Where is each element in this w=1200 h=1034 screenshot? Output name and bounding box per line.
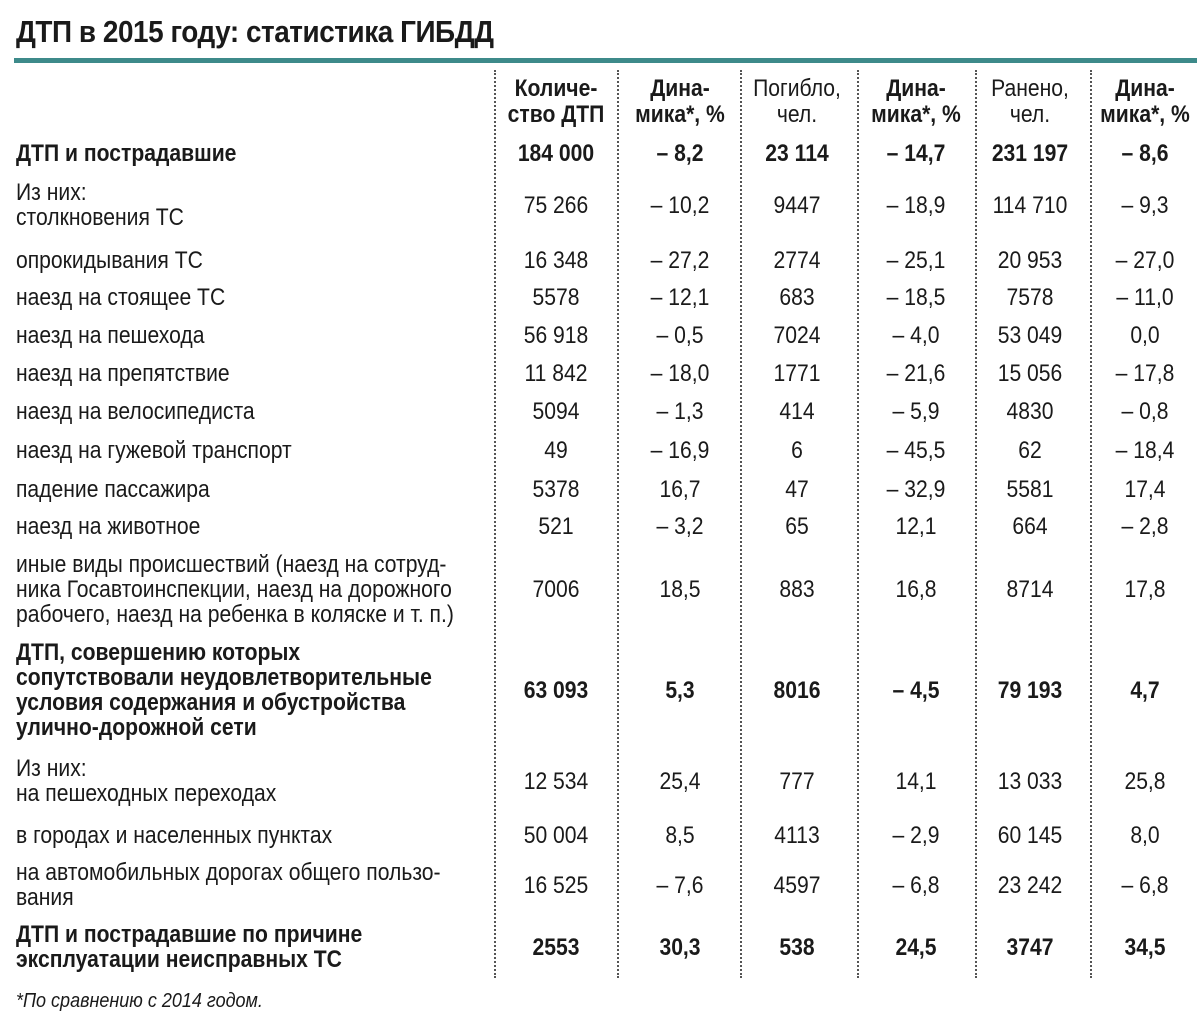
table-cell: – 21,6	[886, 359, 946, 387]
table-cell: 2774	[773, 246, 821, 274]
table-cell: 16,8	[895, 575, 937, 603]
column-header-line: ство ДТП	[507, 101, 605, 128]
table-cell: 14,1	[895, 767, 937, 795]
table-cell: – 0,8	[1121, 397, 1169, 425]
table-cell: 12 534	[523, 767, 589, 795]
table-cell: – 4,5	[892, 676, 940, 704]
table-cell: 23 114	[765, 139, 829, 167]
row-label: ДТП и пострадавшие	[16, 139, 237, 167]
row-label: ника Госавтоинспекции, наезд на дорожного	[16, 575, 452, 603]
table-cell: 24,5	[895, 933, 937, 961]
table-cell: 12,1	[895, 512, 937, 540]
table-cell: – 7,6	[656, 871, 704, 899]
row-label: сопутствовали неудовлетворительные	[16, 664, 432, 691]
table-cell: – 4,0	[892, 321, 940, 349]
row-label: рабочего, наезд на ребенка в коляске и т. п.)	[16, 600, 454, 628]
row-label: ДТП и пострадавшие по причине	[16, 921, 363, 948]
row-label: падение пассажира	[16, 475, 210, 503]
table-cell: – 27,0	[1115, 246, 1175, 274]
table-cell: 7024	[773, 321, 821, 349]
row-label: эксплуатации неисправных ТС	[16, 946, 342, 973]
table-cell: 49	[544, 436, 568, 464]
column-divider	[494, 70, 496, 978]
column-header-line: мика*, %	[635, 101, 725, 128]
row-label: на пешеходных переходах	[16, 780, 277, 807]
table-cell: 16 525	[523, 871, 589, 899]
table-cell: 30,3	[659, 933, 701, 961]
column-header	[863, 76, 969, 128]
table-cell: – 18,9	[886, 191, 946, 219]
column-header-line: Погибло,	[753, 75, 841, 102]
table-cell: – 18,5	[886, 283, 946, 311]
row-label: Из них:	[16, 755, 87, 782]
row-label: опрокидывания ТС	[16, 246, 203, 274]
row-label: улично-дорожной сети	[16, 714, 257, 741]
column-header-line: мика*, %	[1100, 101, 1190, 128]
column-header	[627, 76, 733, 128]
column-divider	[617, 70, 619, 978]
column-header-line: Дина-	[650, 75, 710, 102]
table-cell: – 17,8	[1115, 359, 1175, 387]
table-cell: 34,5	[1124, 933, 1166, 961]
table-cell: – 8,2	[656, 139, 704, 167]
table-cell: 50 004	[523, 821, 589, 849]
table-cell: 13 033	[997, 767, 1063, 795]
row-label: столкновения ТС	[16, 204, 184, 231]
table-cell: 53 049	[997, 321, 1063, 349]
table-cell: – 18,0	[650, 359, 710, 387]
table-cell: – 27,2	[650, 246, 710, 274]
table-cell: – 14,7	[886, 139, 946, 167]
row-label: наезд на гужевой транспорт	[16, 436, 292, 464]
table-cell: 16 348	[523, 246, 589, 274]
table-cell: 8,0	[1130, 821, 1160, 849]
table-cell: 79 193	[997, 676, 1063, 704]
table-cell: 23 242	[997, 871, 1063, 899]
table-cell: 4830	[1006, 397, 1054, 425]
title-underline	[14, 58, 1197, 63]
table-cell: 17,4	[1124, 475, 1166, 503]
table-cell: 0,0	[1130, 321, 1160, 349]
row-label: наезд на препятствие	[16, 359, 230, 387]
column-header-line: Дина-	[1115, 75, 1175, 102]
column-header	[744, 76, 850, 128]
table-cell: 63 093	[523, 676, 589, 704]
table-cell: – 11,0	[1116, 283, 1174, 311]
table-cell: 20 953	[997, 246, 1063, 274]
table-cell: 414	[779, 397, 815, 425]
table-cell: 7006	[532, 575, 580, 603]
footnote: *По сравнению с 2014 годом.	[16, 990, 263, 1012]
row-label: в городах и населенных пунктах	[16, 821, 333, 849]
row-label: наезд на животное	[16, 512, 201, 540]
table-cell: – 6,8	[1121, 871, 1169, 899]
table-cell: 11 842	[524, 359, 588, 387]
column-divider	[857, 70, 859, 978]
row-label: на автомобильных дорогах общего пользо-	[16, 859, 441, 886]
row-label: наезд на велосипедиста	[16, 397, 255, 425]
table-cell: 184 000	[517, 139, 595, 167]
table-cell: 7578	[1006, 283, 1054, 311]
column-header	[977, 76, 1083, 128]
row-label: наезд на стоящее ТС	[16, 283, 226, 311]
table-cell: 5094	[532, 397, 580, 425]
column-header-line: мика*, %	[871, 101, 961, 128]
table-cell: – 1,3	[656, 397, 704, 425]
table-cell: 683	[779, 283, 815, 311]
column-header-line: Дина-	[886, 75, 946, 102]
column-header	[1092, 76, 1198, 128]
table-cell: 664	[1012, 512, 1048, 540]
row-label: Из них:	[16, 179, 87, 206]
table-cell: 231 197	[991, 139, 1069, 167]
table-cell: – 9,3	[1121, 191, 1169, 219]
table-cell: 60 145	[997, 821, 1063, 849]
column-divider	[740, 70, 742, 978]
table-cell: – 32,9	[886, 475, 946, 503]
column-header-line: чел.	[776, 101, 818, 128]
table-cell: 777	[779, 767, 815, 795]
table-cell: – 8,6	[1121, 139, 1169, 167]
table-cell: – 12,1	[650, 283, 710, 311]
table-cell: 5,3	[665, 676, 695, 704]
table-cell: 5378	[532, 475, 580, 503]
table-cell: 883	[779, 575, 815, 603]
table-cell: 8016	[773, 676, 821, 704]
page-title: ДТП в 2015 году: статистика ГИБДД	[16, 14, 494, 49]
table-cell: – 25,1	[886, 246, 946, 274]
table-cell: – 18,4	[1115, 436, 1175, 464]
table-cell: 3747	[1006, 933, 1054, 961]
table-cell: 18,5	[659, 575, 701, 603]
table-cell: 8714	[1006, 575, 1054, 603]
table-cell: – 2,9	[892, 821, 940, 849]
table-cell: 4597	[773, 871, 821, 899]
table-cell: 8,5	[665, 821, 695, 849]
table-cell: 47	[785, 475, 809, 503]
row-label: наезд на пешехода	[16, 321, 205, 349]
table-cell: 5581	[1006, 475, 1054, 503]
table-cell: 65	[785, 512, 809, 540]
table-cell: – 16,9	[650, 436, 710, 464]
table-cell: – 6,8	[892, 871, 940, 899]
table-cell: 1771	[773, 359, 821, 387]
row-label: иные виды происшествий (наезд на сотруд-	[16, 550, 447, 578]
table-cell: – 2,8	[1121, 512, 1169, 540]
table-cell: 25,4	[659, 767, 701, 795]
table-cell: – 5,9	[892, 397, 940, 425]
table-cell: 56 918	[523, 321, 589, 349]
column-header-line: Количе-	[514, 75, 598, 102]
table-cell: 75 266	[523, 191, 589, 219]
table-cell: 25,8	[1124, 767, 1166, 795]
table-cell: – 10,2	[650, 191, 710, 219]
row-label: условия содержания и обустройства	[16, 689, 406, 716]
column-header	[503, 76, 609, 128]
table-cell: 15 056	[997, 359, 1063, 387]
table-cell: 4,7	[1130, 676, 1160, 704]
table-cell: 4113	[774, 821, 820, 849]
column-header-line: Ранено,	[991, 75, 1069, 102]
table-cell: 5578	[532, 283, 580, 311]
table-cell: 17,8	[1124, 575, 1166, 603]
table-cell: 6	[791, 436, 803, 464]
table-cell: 521	[538, 512, 574, 540]
table-cell: – 3,2	[656, 512, 704, 540]
table-cell: 114 710	[992, 191, 1068, 219]
table-cell: 2553	[532, 933, 580, 961]
row-label: ДТП, совершению которых	[16, 639, 301, 666]
table-cell: 16,7	[659, 475, 701, 503]
table-cell: 9447	[773, 191, 821, 219]
row-label: вания	[16, 884, 74, 911]
table-cell: – 0,5	[656, 321, 704, 349]
table-cell: – 45,5	[886, 436, 946, 464]
column-header-line: чел.	[1009, 101, 1051, 128]
table-cell: 538	[779, 933, 815, 961]
table-cell: 62	[1018, 436, 1042, 464]
